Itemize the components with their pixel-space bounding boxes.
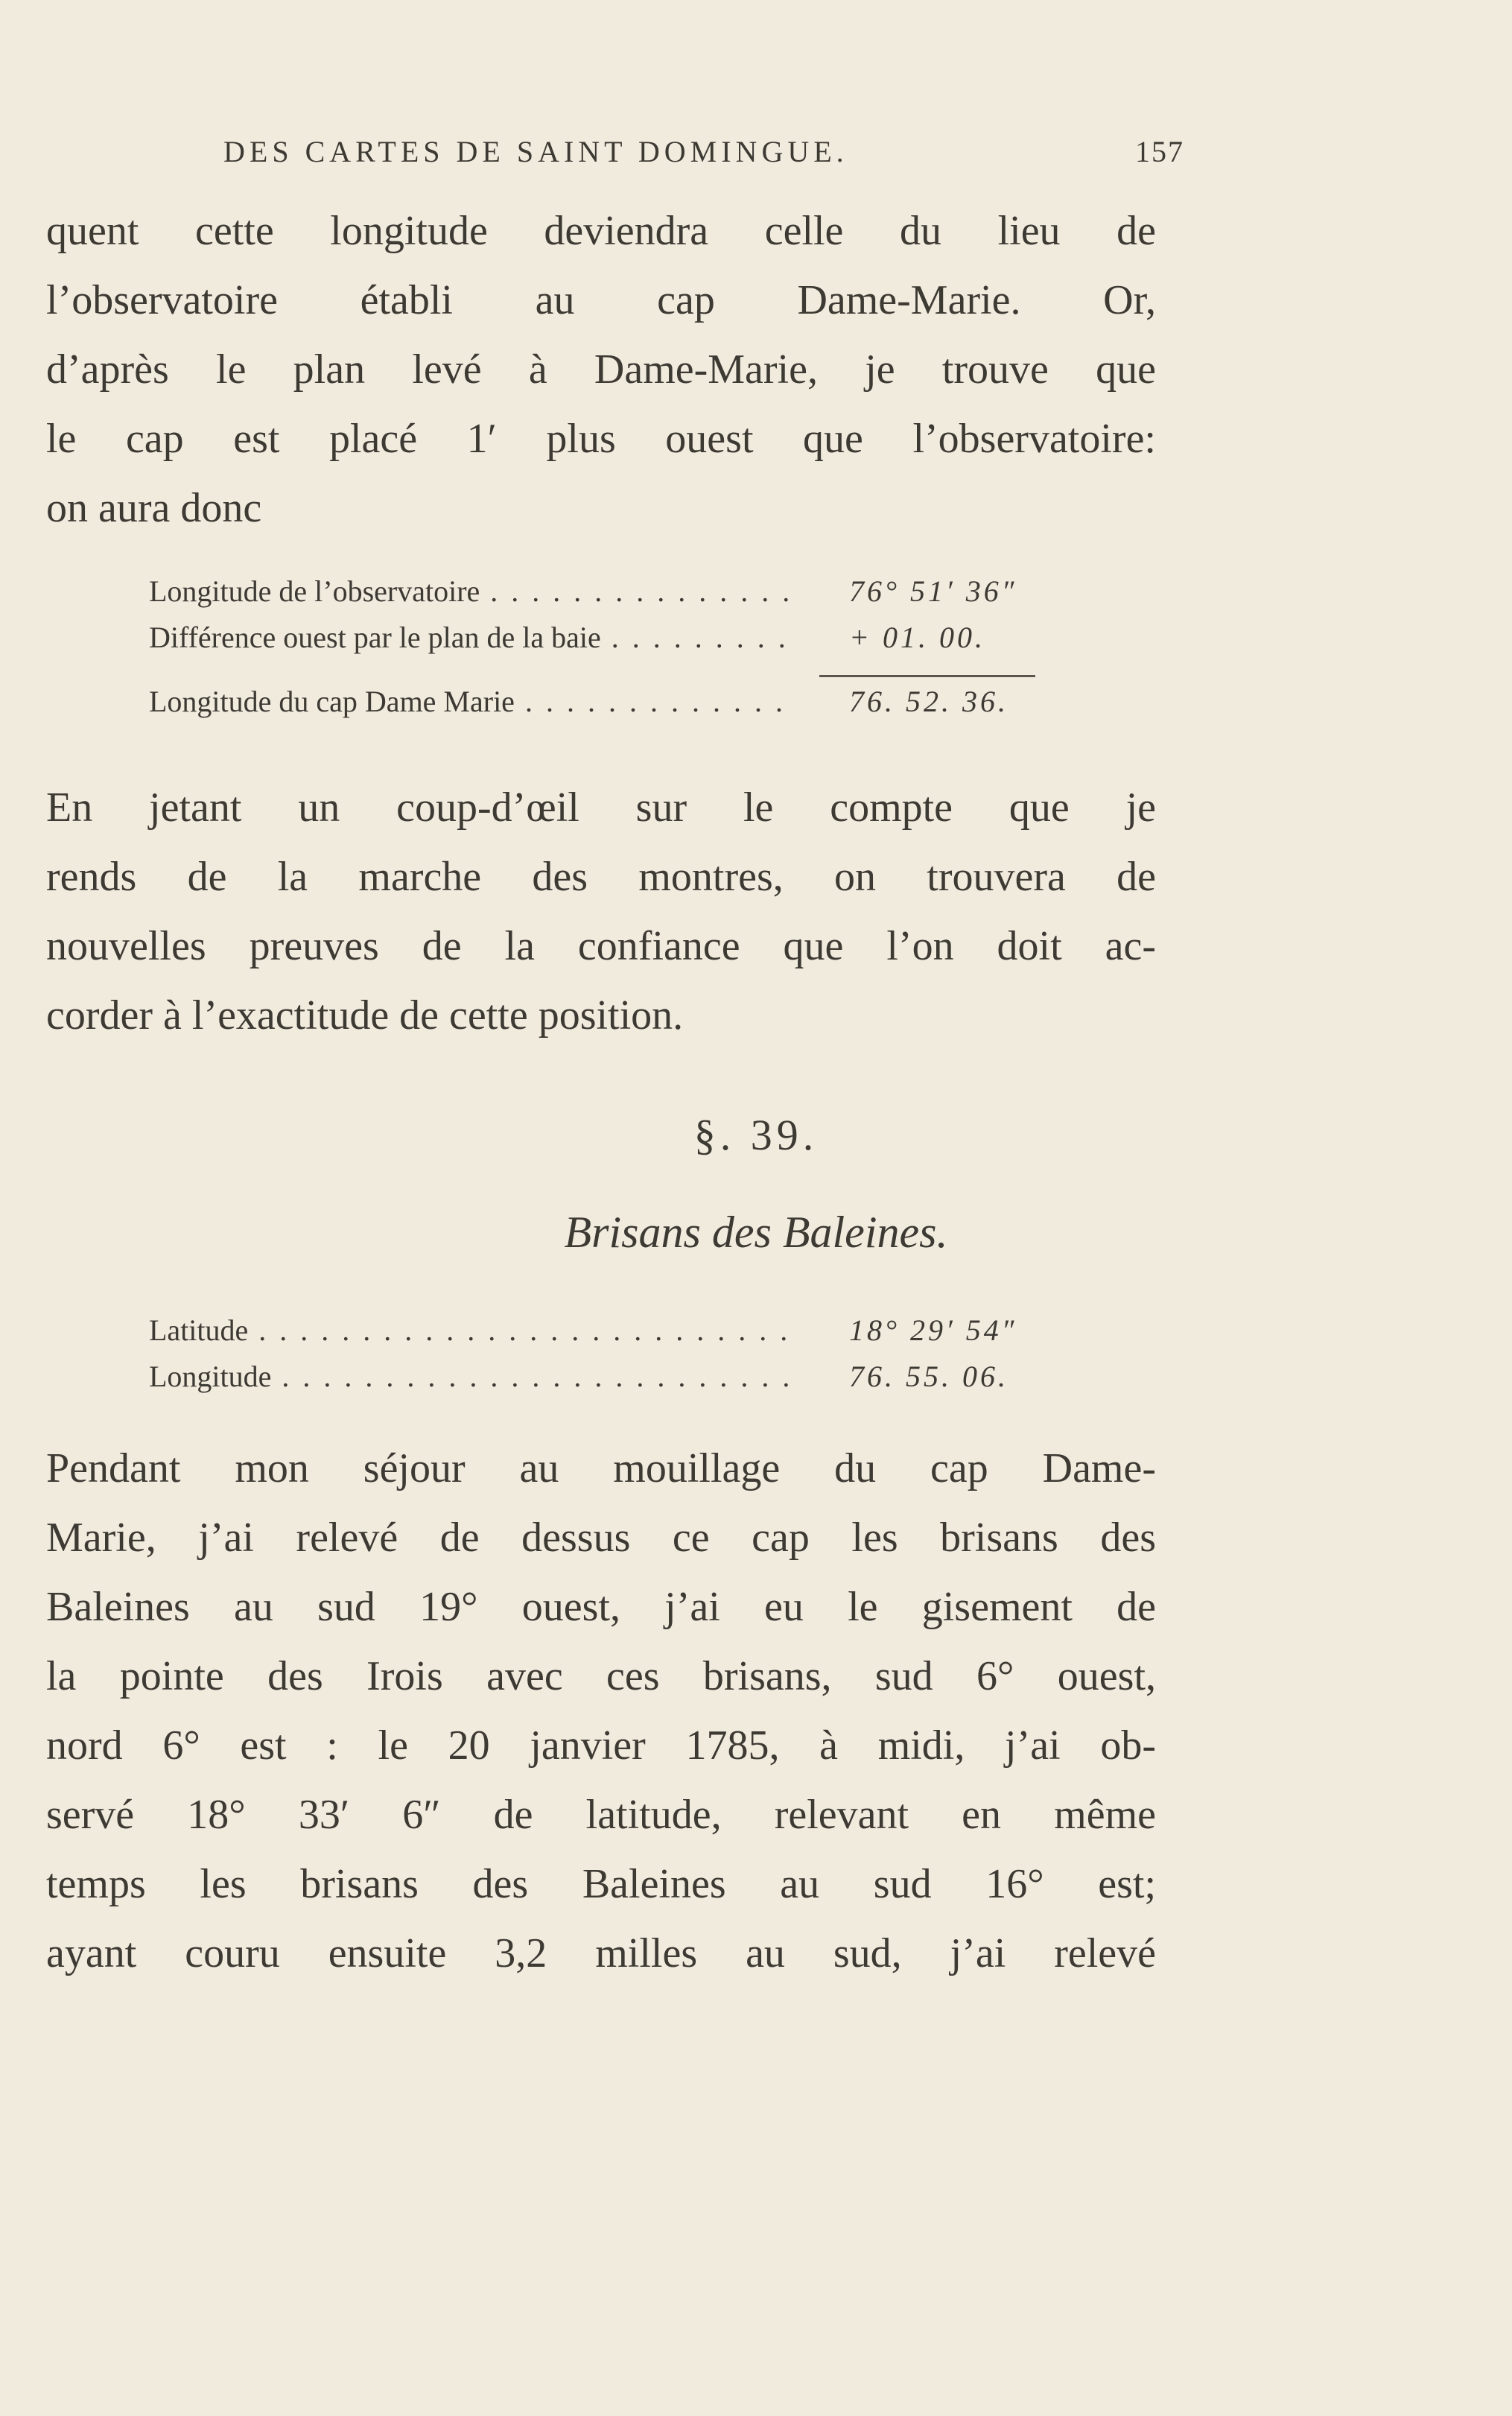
sum-rule	[819, 675, 1035, 677]
row-value: 76. 52. 36.	[849, 685, 1008, 718]
row-value: + 01. 00.	[849, 621, 985, 654]
position-table	[149, 1313, 1050, 1405]
text-line: servé 18° 33′ 6″ de latitude, relevant en même	[46, 1792, 1156, 1838]
paragraph-3	[46, 1434, 1156, 1988]
row-label: Longitude . . .	[149, 1359, 797, 1394]
row-value: 76. 55. 06.	[849, 1360, 1008, 1393]
row-label: Latitude . . .	[149, 1313, 797, 1348]
row-value: 76° 51′ 36″	[849, 574, 1017, 608]
section-number: §. 39.	[693, 1111, 819, 1159]
table-row	[149, 574, 1050, 620]
page-number: 157	[1135, 135, 1184, 168]
row-value: 18° 29′ 54″	[849, 1313, 1017, 1347]
paragraph-2	[46, 773, 1156, 1050]
text-line: Marie, j’ai relevé de dessus ce cap les brisans des	[46, 1515, 1156, 1561]
text-line: d’après le plan levé à Dame-Marie, je trouve que	[46, 346, 1156, 393]
table-row	[149, 1359, 1050, 1405]
running-head: DES CARTES DE SAINT DOMINGUE.	[223, 135, 848, 168]
text-line: nouvelles preuves de la confiance que l’on doit ac-	[46, 923, 1156, 969]
text-line: nord 6° est : le 20 janvier 1785, à midi, j’ai ob-	[46, 1722, 1156, 1769]
text-line: on aura donc	[46, 485, 262, 531]
row-label: Différence ouest par le plan de la baie . . .	[149, 620, 797, 655]
text-line: quent cette longitude deviendra celle du lieu de	[46, 208, 1156, 254]
text-line: ayant couru ensuite 3,2 milles au sud, j’ai relevé	[46, 1930, 1156, 1976]
row-label: Longitude du cap Dame Marie . . .	[149, 684, 797, 719]
text-line: rends de la marche des montres, on trouvera de	[46, 854, 1156, 900]
text-line: Pendant mon séjour au mouillage du cap Dame-	[46, 1445, 1156, 1491]
section-title: Brisans des Baleines.	[564, 1208, 948, 1257]
paragraph-1	[46, 197, 1156, 543]
text-line: la pointe des Irois avec ces brisans, sud 6° ouest,	[46, 1653, 1156, 1699]
page-header	[223, 134, 1184, 179]
text-line: l’observatoire établi au cap Dame-Marie. Or,	[46, 277, 1156, 323]
row-label: Longitude de l’observatoire . . .	[149, 574, 797, 609]
longitude-table	[149, 574, 1050, 730]
text-line: En jetant un coup-d’œil sur le compte que je	[46, 784, 1156, 831]
text-line: le cap est placé 1′ plus ouest que l’observatoire:	[46, 416, 1156, 462]
text-line: corder à l’exactitude de cette position.	[46, 992, 684, 1039]
text-line: Baleines au sud 19° ouest, j’ai eu le gisement de	[46, 1584, 1156, 1630]
table-row-total	[149, 684, 1050, 730]
table-row	[149, 1313, 1050, 1359]
text-line: temps les brisans des Baleines au sud 16° est;	[46, 1861, 1156, 1907]
table-row	[149, 620, 1050, 666]
